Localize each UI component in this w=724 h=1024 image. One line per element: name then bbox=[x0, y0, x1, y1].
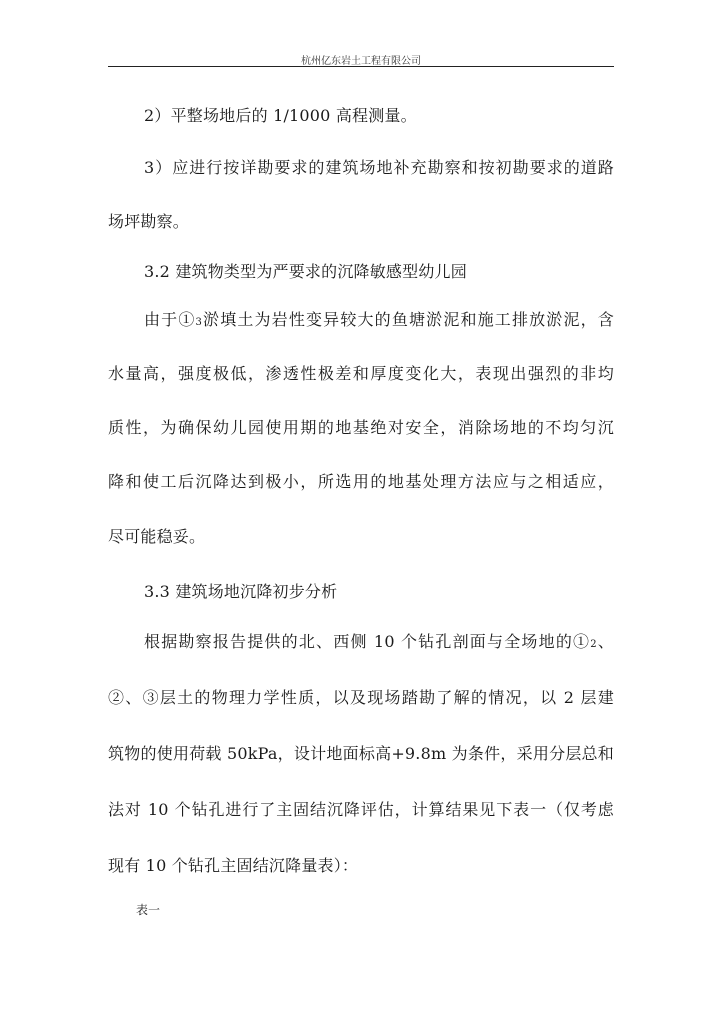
text-run: 淤填土为岩性变异较大的鱼塘淤泥和施工排放淤泥，含 bbox=[202, 310, 614, 329]
text-run: 根据勘察报告提供的北、西侧 10 个钻孔剖面与全场地的① bbox=[144, 632, 591, 651]
paragraph-line: 法对 10 个钻孔进行了主固结沉降评估，计算结果见下表一（仅考虑 bbox=[108, 800, 614, 819]
section-heading-3-3: 3.3 建筑场地沉降初步分析 bbox=[144, 582, 338, 601]
paragraph-line: 降和使工后沉降达到极小，所选用的地基处理方法应与之相适应， bbox=[108, 472, 614, 491]
paragraph-line: 现有 10 个钻孔主固结沉降量表）： bbox=[108, 856, 359, 875]
paragraph-line: 2）平整场地后的 1/1000 高程测量。 bbox=[144, 106, 417, 125]
paragraph-line bbox=[144, 632, 614, 655]
paragraph-line: 水量高，强度极低，渗透性极差和厚度变化大，表现出强烈的非均 bbox=[108, 364, 614, 383]
header-rule bbox=[108, 66, 614, 67]
table-caption: 表一 bbox=[136, 903, 161, 917]
paragraph-line: 质性，为确保幼儿园使用期的地基绝对安全，消除场地的不均匀沉 bbox=[108, 418, 614, 437]
paragraph-line: 筑物的使用荷载 50kPa，设计地面标高+9.8m 为条件，采用分层总和 bbox=[108, 744, 614, 763]
paragraph-line: 3）应进行按详勘要求的建筑场地补充勘察和按初勘要求的道路 bbox=[144, 158, 614, 177]
paragraph-line: 场坪勘察。 bbox=[108, 212, 190, 231]
page-header-company: 杭州亿东岩土工程有限公司 bbox=[301, 56, 421, 67]
subscript: 3 bbox=[195, 317, 203, 328]
section-heading-3-2: 3.2 建筑物类型为严要求的沉降敏感型幼儿园 bbox=[144, 262, 467, 281]
text-run: 、 bbox=[596, 632, 615, 651]
paragraph-line: ②、③层土的物理力学性质，以及现场踏勘了解的情况，以 2 层建 bbox=[108, 688, 614, 707]
text-run: 由于① bbox=[144, 310, 196, 329]
subscript: 2 bbox=[590, 639, 597, 650]
paragraph-line: 尽可能稳妥。 bbox=[108, 527, 206, 546]
paragraph-line bbox=[144, 310, 614, 333]
